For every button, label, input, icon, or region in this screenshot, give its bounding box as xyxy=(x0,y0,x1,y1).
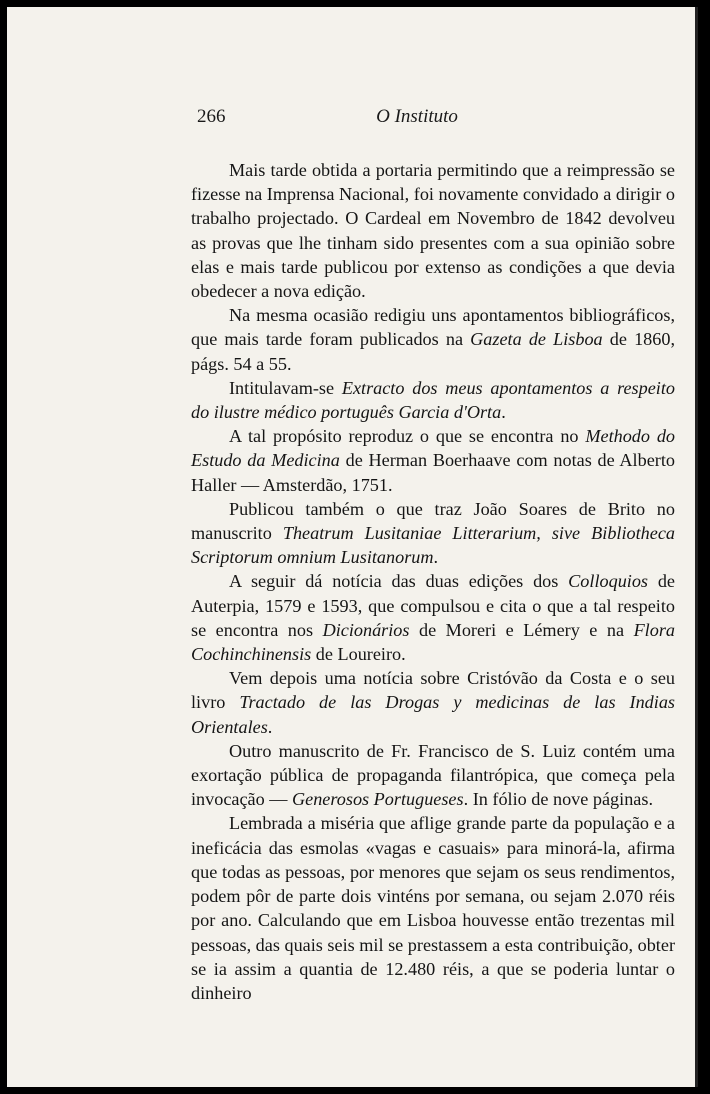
text-run: A seguir dá notícia das duas edições dos xyxy=(229,571,569,592)
text-run: de Herman Boerhaave com notas de Alberto Haller — Amsterdão, 1751. xyxy=(191,450,675,495)
paragraph-9 xyxy=(191,811,675,1005)
italic-title: Tractado de las Drogas y medicinas de las Indias Orientales xyxy=(191,692,675,737)
book-page xyxy=(7,7,698,1087)
text-run: . xyxy=(267,716,273,737)
page-header xyxy=(197,106,677,136)
paragraph-5 xyxy=(191,497,675,570)
text-run: Lembrada a miséria que aflige grande parte da população e a ineficácia das esmolas «vagas e casuais» para minorá-la, afirma que todas as pessoas, por menores que sejam os seus rendimentos, podem pôr de parte dois vinténs por semana, ou sejam 2.070 réis por ano. Calculando que em Lisboa houvesse então trezentas mil pessoas, das quais seis mil se prestassem a esta contribuição, obter se ia assim a quantia de 12.480 réis, a que se poderia luntar o dinheiro xyxy=(191,813,675,1003)
text-run: Vem depois uma notícia sobre Cristóvão da Costa e o seu livro xyxy=(191,668,675,713)
paragraph-8 xyxy=(191,739,675,812)
text-run: de Auterpia, 1579 e 1593, que compulsou e cita o que a tal respeito se encontra nos xyxy=(191,571,675,640)
paragraph-1 xyxy=(191,158,675,303)
italic-title: Theatrum Lusitaniae Litterarium, sive Bibliotheca Scriptorum omnium Lusitanorum xyxy=(191,523,675,568)
text-run: de Moreri e Lémery e na xyxy=(409,619,634,640)
running-head: O Instituto xyxy=(376,106,458,127)
text-run: de Loureiro. xyxy=(311,644,406,665)
text-run: de 1860, págs. 54 a 55. xyxy=(191,329,675,374)
paragraph-3 xyxy=(191,376,675,424)
text-run: Na mesma ocasião redigiu uns apontamentos bibliográficos, que mais tarde foram publicados na xyxy=(191,305,675,350)
text-run: A tal propósito reproduz o que se encontra no xyxy=(229,426,586,447)
italic-title: Flora Cochinchinensis xyxy=(191,619,675,665)
page-number: 266 xyxy=(197,106,226,127)
paragraph-4 xyxy=(191,424,675,497)
italic-title: Methodo do Estudo da Medicina xyxy=(191,426,676,471)
italic-title: Gazeta de Lisboa xyxy=(470,329,603,350)
text-run: Outro manuscrito de Fr. Francisco de S. Luiz contém uma exortação pública de propaganda filantrópica, que começa pela invocação — xyxy=(191,740,675,810)
text-run: . In fólio de nove páginas. xyxy=(463,789,653,810)
paragraph-2 xyxy=(191,303,675,376)
paragraph-6 xyxy=(191,569,675,666)
italic-title: Colloquios xyxy=(568,571,649,592)
text-run: Intitulavam-se xyxy=(229,377,342,398)
text-run: . xyxy=(501,402,506,423)
text-run: Mais tarde obtida a portaria permitindo que a reimpressão se fizesse na Imprensa Nacional, foi novamente convidado a dirigir o trabalho projectado. O Cardeal em Novembro de 1842 devolveu as provas que lhe tinham sido presentes com a sua opinião sobre elas e mais tarde publicou por extenso as condições a que devia obedecer a nova edição. xyxy=(191,160,675,302)
text-run: . xyxy=(433,547,439,568)
italic-title: Generosos Portugueses xyxy=(292,789,464,810)
paragraph-7 xyxy=(191,666,675,739)
text-run: Publicou também o que traz João Soares de Brito no manuscrito xyxy=(191,498,675,544)
italic-title: Extracto dos meus apontamentos a respeito do ilustre médico português Garcia d'Orta xyxy=(191,377,675,423)
italic-title: Dicionários xyxy=(322,619,410,640)
body-text xyxy=(191,158,675,1005)
